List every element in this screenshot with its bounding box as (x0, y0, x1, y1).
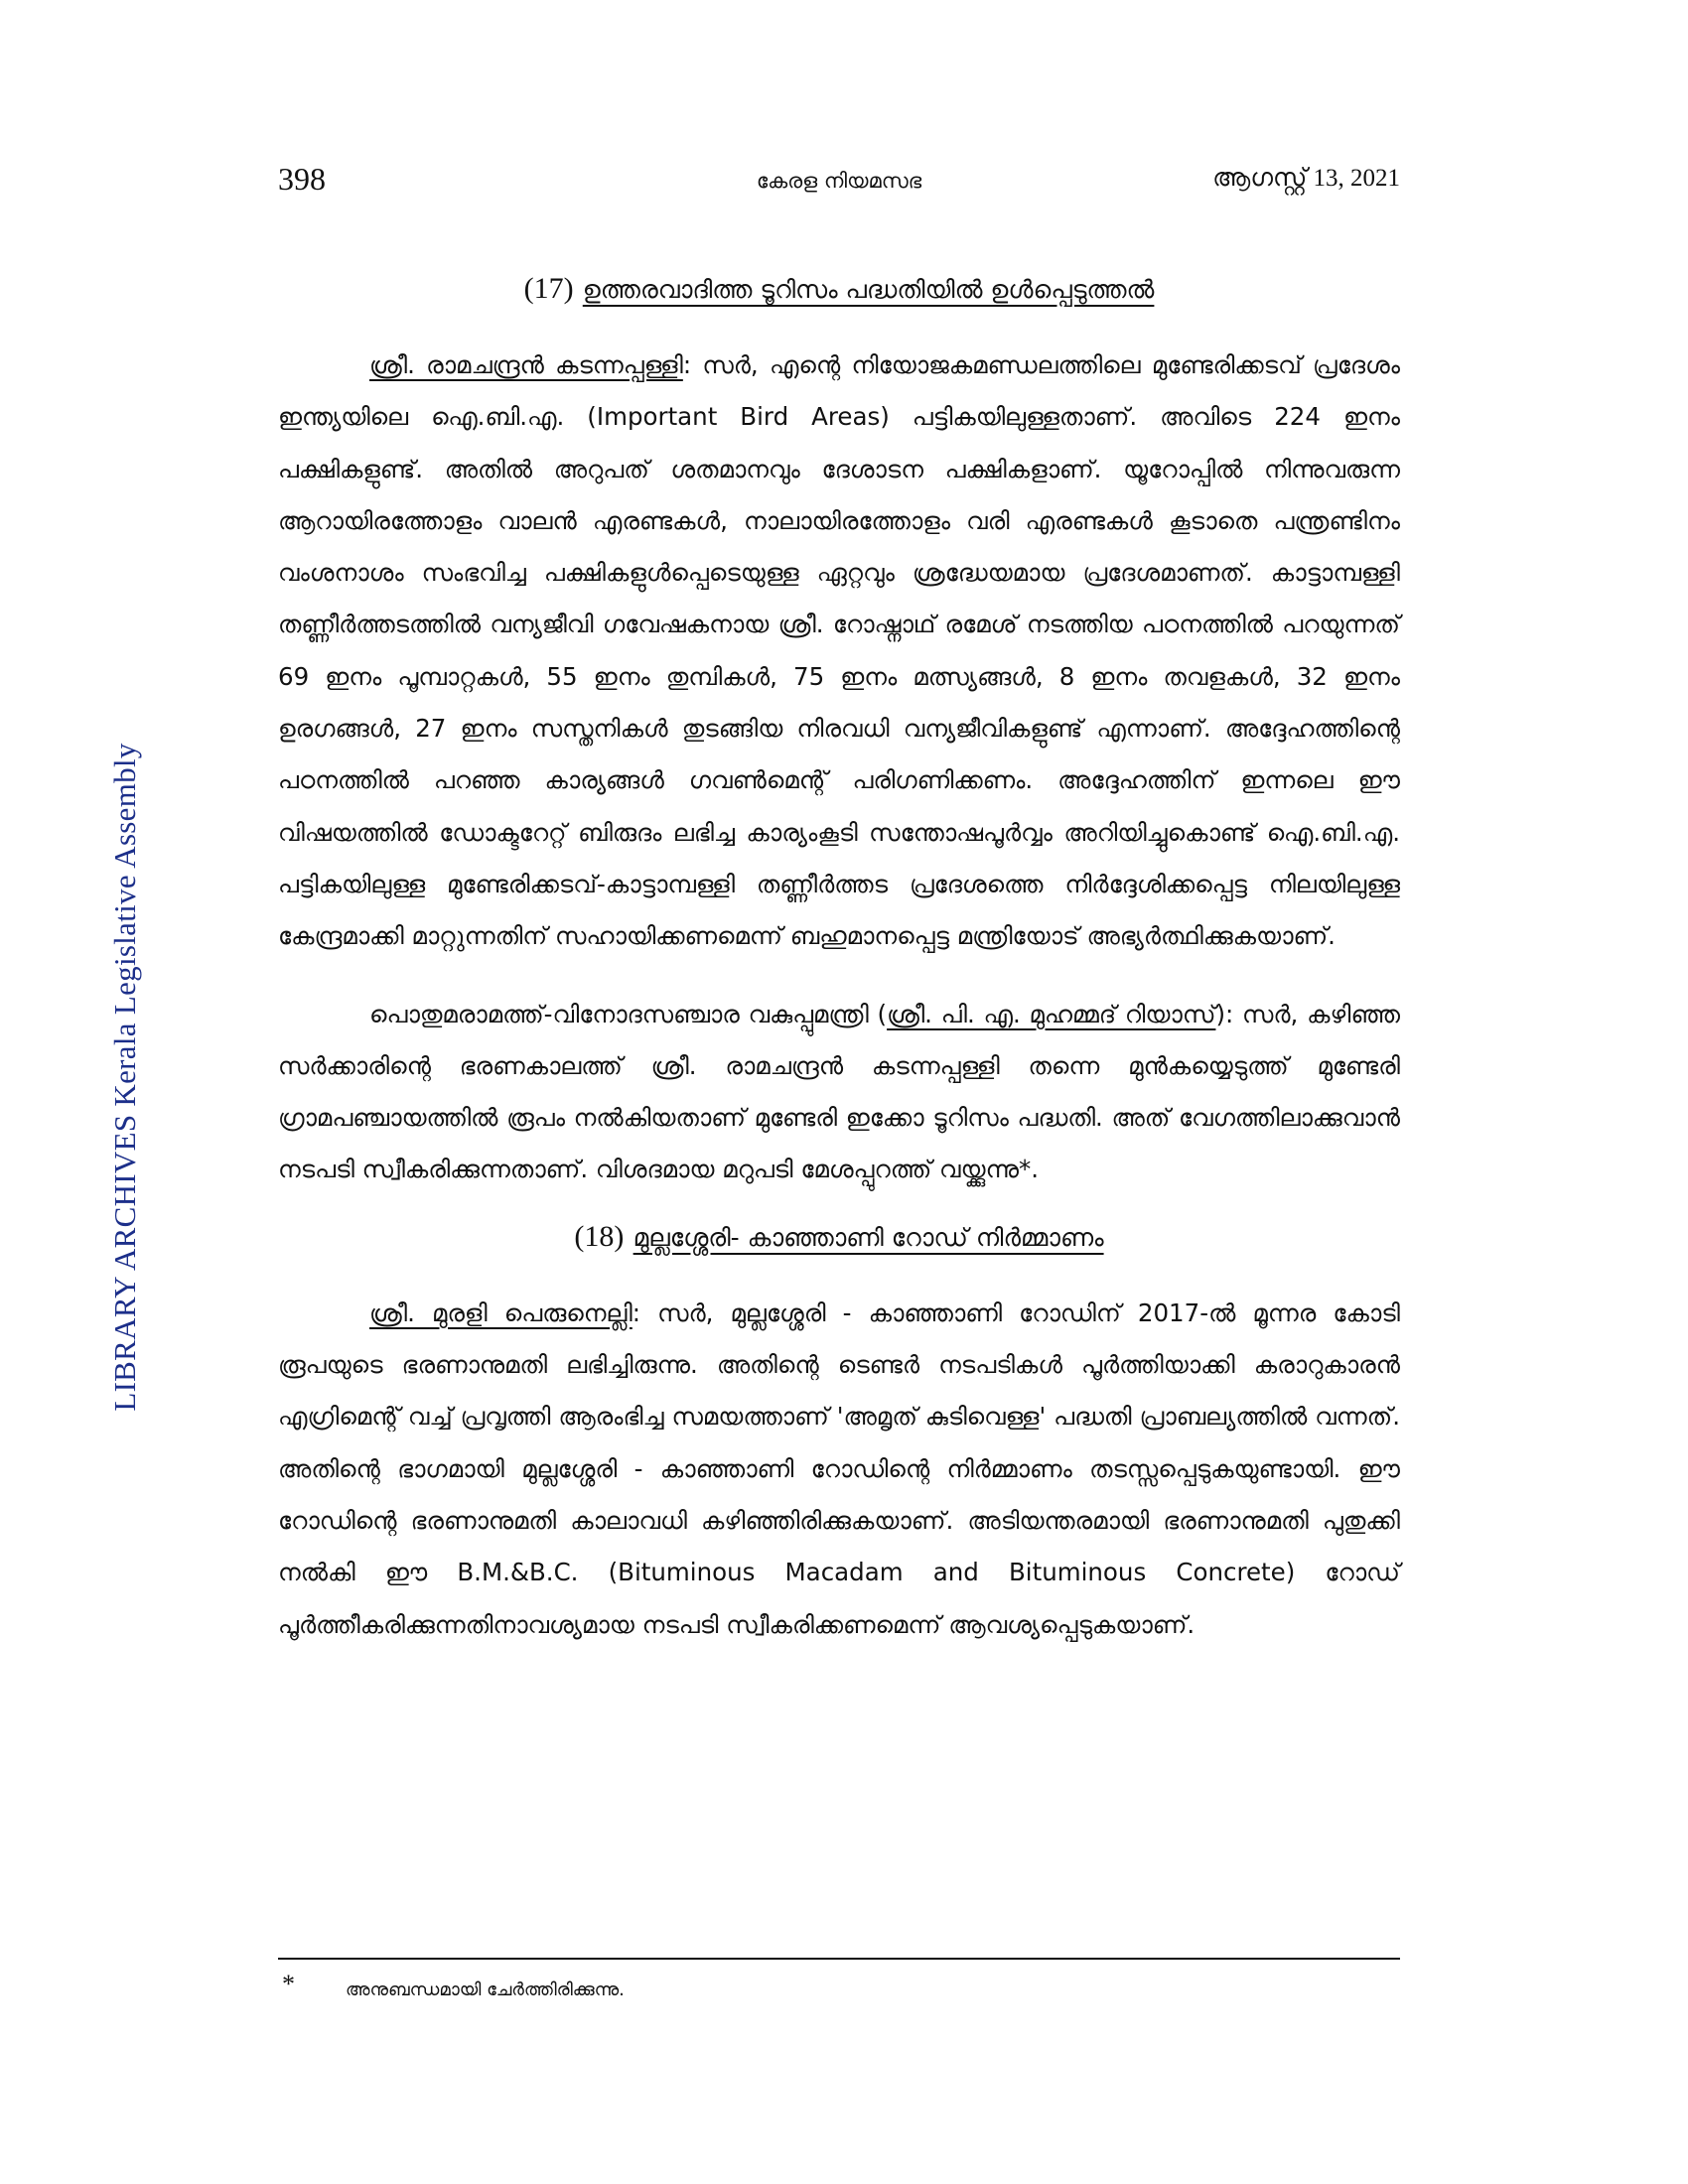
section-number: (18) (574, 1219, 625, 1253)
section-18-heading (278, 1216, 1400, 1258)
speech-text: ): സർ, കഴിഞ്ഞ സർക്കാരിന്റെ ഭരണകാലത്ത് ശ്രീ. രാമചന്ദ്രൻ കടന്നപ്പള്ളി തന്നെ മുൻകയ്യെടുത്ത് മുണ്ടേരി ഗ്രാമപഞ്ചായത്തിൽ രൂപം നൽകിയതാണ് മുണ്ടേരി ഇക്കോ ടൂറിസം പദ്ധതി. അത് വേഗത്തിലാക്കുവാൻ നടപടി സ്വീകരിക്കുന്നതാണ്. വിശദമായ മറുപടി മേശപ്പുറത്ത് വയ്ക്കുന്നു*. (278, 999, 1400, 1184)
question-paragraph (278, 340, 1400, 963)
speaker-name: ശ്രീ. മുരളി പെരുനെല്ലി (369, 1297, 633, 1327)
speaker-name: ശ്രീ. രാമചന്ദ്രൻ കടന്നപ്പള്ളി (369, 350, 683, 379)
section-title: മുല്ലശ്ശേരി- കാഞ്ഞാണി റോഡ് നിർമ്മാണം (633, 1222, 1104, 1252)
section-number: (17) (523, 272, 574, 305)
footnote-text: അനുബന്ധമായി ചേർത്തിരിക്കുന്നു. (346, 1979, 625, 2000)
speech-text: : സർ, എന്റെ നിയോജകമണ്ഡലത്തിലെ മുണ്ടേരിക്കടവ് പ്രദേശം ഇന്ത്യയിലെ ഐ.ബി.എ. (Important Bird Areas) പട്ടികയിലുള്ളതാണ്. അവിടെ 224 ഇനം പക്ഷികളുണ്ട്. അതിൽ അറുപത് ശതമാനവും ദേശാടന പക്ഷികളാണ്. യൂറോപ്പിൽ നിന്നുവരുന്ന ആറായിരത്തോളം വാലൻ എരണ്ടകൾ, നാലായിരത്തോളം വരി എരണ്ടകൾ കൂടാതെ പന്ത്രണ്ടിനം വംശനാശം സംഭവിച്ച പക്ഷികളുൾപ്പെടെയുള്ള ഏറ്റവും ശ്രദ്ധേയമായ പ്രദേശമാണത്. കാട്ടാമ്പള്ളി തണ്ണീർത്തടത്തിൽ വന്യജീവി ഗവേഷകനായ ശ്രീ. റോഷ്നാഥ് രമേശ് നടത്തിയ പഠനത്തിൽ പറയുന്നത് 69 ഇനം പൂമ്പാറ്റകൾ, 55 ഇനം തുമ്പികൾ, 75 ഇനം മത്സ്യങ്ങൾ, 8 ഇനം തവളകൾ, 32 ഇനം ഉരഗങ്ങൾ, 27 ഇനം സസ്തനികൾ തുടങ്ങിയ നിരവധി വന്യജീവികളുണ്ട് എന്നാണ്. അദ്ദേഹത്തിന്റെ പഠനത്തിൽ പറഞ്ഞ കാര്യങ്ങൾ ഗവൺമെന്റ് പരിഗണിക്കണം. അദ്ദേഹത്തിന് ഇന്നലെ ഈ വിഷയത്തിൽ ഡോക്ടറേറ്റ് ബിരുദം ലഭിച്ച കാര്യംകൂടി സന്തോഷപൂർവ്വം അറിയിച്ചുകൊണ്ട് ഐ.ബി.എ. പട്ടികയിലുള്ള മുണ്ടേരിക്കടവ്-കാട്ടാമ്പള്ളി തണ്ണീർത്തട പ്രദേശത്തെ നിർദ്ദേശിക്കപ്പെട്ട നിലയിലുള്ള കേന്ദ്രമാക്കി മാറ്റുന്നതിന് സഹായിക്കണമെന്ന് ബഹുമാനപ്പെട്ട മന്ത്രിയോട് അഭ്യർത്ഥിക്കുകയാണ്. (278, 350, 1400, 951)
footnote-divider (278, 1958, 1400, 1960)
footnote-mark: * (282, 1970, 295, 1998)
page-header (278, 161, 1400, 201)
page-number: 398 (278, 161, 326, 197)
header-title: കേരള നിയമസഭ (756, 169, 922, 193)
section-17-heading (278, 268, 1400, 310)
header-date: ആഗസ്റ്റ് 13, 2021 (1212, 165, 1400, 192)
question-paragraph (278, 1288, 1400, 1651)
speech-text: : സർ, മുല്ലശ്ശേരി - കാഞ്ഞാണി റോഡിന് 2017-ൽ മൂന്നര കോടി രൂപയുടെ ഭരണാനുമതി ലഭിച്ചിരുന്നു. അതിന്റെ ടെണ്ടർ നടപടികൾ പൂർത്തിയാക്കി കരാറുകാരൻ എഗ്രിമെന്റ് വച്ച് പ്രവൃത്തി ആരംഭിച്ച സമയത്താണ് 'അമൃത് കുടിവെള്ള' പദ്ധതി പ്രാബല്യത്തിൽ വന്നത്. അതിന്റെ ഭാഗമായി മുല്ലശ്ശേരി - കാഞ്ഞാണി റോഡിന്റെ നിർമ്മാണം തടസ്സപ്പെടുകയുണ്ടായി. ഈ റോഡിന്റെ ഭരണാനുമതി കാലാവധി കഴിഞ്ഞിരിക്കുകയാണ്. അടിയന്തരമായി ഭരണാനുമതി പുതുക്കി നൽകി ഈ B.M.&B.C. (Bituminous Macadam and Bituminous Concrete) റോഡ് പൂർത്തീകരിക്കുന്നതിനാവശ്യമായ നടപടി സ്വീകരിക്കണമെന്ന് ആവശ്യപ്പെടുകയാണ്. (278, 1297, 1400, 1639)
page-body (278, 268, 1400, 1677)
speaker-role: പൊതുമരാമത്ത്-വിനോദസഞ്ചാര വകുപ്പുമന്ത്രി ( (369, 999, 888, 1028)
speaker-name: ശ്രീ. പി. എ. മുഹമ്മദ് റിയാസ് (887, 999, 1216, 1028)
section-title: ഉത്തരവാദിത്ത ടൂറിസം പദ്ധതിയിൽ ഉൾപ്പെടുത്തൽ (582, 275, 1155, 304)
archive-watermark: LIBRARY ARCHIVES Kerala Legislative Assembly (107, 743, 142, 1412)
answer-paragraph (278, 989, 1400, 1196)
